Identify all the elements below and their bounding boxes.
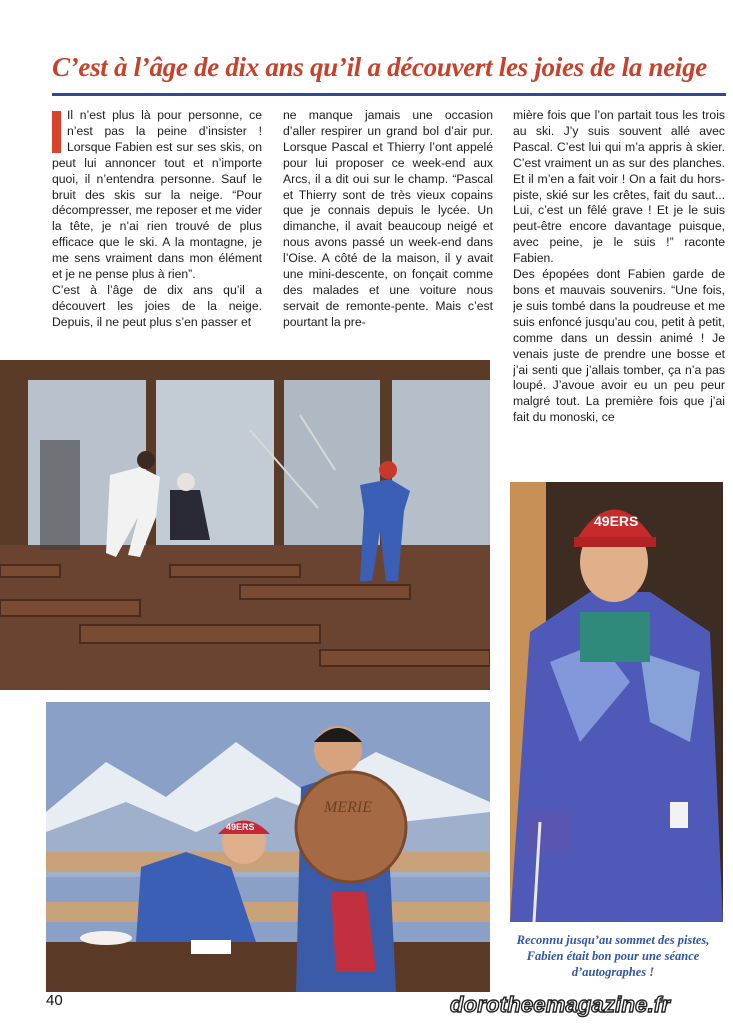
article-column-1 bbox=[52, 108, 262, 356]
headline: C’est à l’âge de dix ans qu’il a découvert les joies de la neige bbox=[52, 52, 707, 82]
portrait-photo bbox=[510, 482, 723, 922]
terrace-photo bbox=[0, 360, 490, 690]
paragraph-text: Il n’est plus là pour personne, ce n’est pas la peine d’insister ! Lorsque Fabien est sur ses skis, on peut lui annoncer tout et n’importe quoi, il n’entendra personne. Sauf le bruit des skis sur la neige. “Pour décompresser, me reposer et me vider la tête, je n’ai rien trouvé de plus efficace que le ski. A la montagne, je me sens vraiment dans mon élément et je ne pense plus à rien”. bbox=[52, 108, 262, 282]
article-paragraph bbox=[52, 108, 262, 283]
article-paragraph: Des épopées dont Fabien garde de bons et mauvais souvenirs. “Une fois, je suis tombé dans la poudreuse et me suis enfoncé jusqu’au cou, petit à petit, comme dans un dessin animé ! Je venais juste de prendre une bosse et j’ai senti que j’allais tomber, ça n’a pas loupé. J’avoue avoir eu un peu peur malgré tout. La première fois que j’ai fait du monoski, ce bbox=[513, 267, 725, 425]
plaque-text: MERIE bbox=[324, 799, 372, 816]
cap-logo-text: 49ERS bbox=[226, 822, 255, 832]
article-column-2 bbox=[283, 108, 493, 356]
portrait-photo-illustration bbox=[510, 482, 723, 922]
autograph-photo bbox=[46, 702, 490, 992]
headline-rule bbox=[52, 93, 726, 96]
photo-caption: Reconnu jusqu’au sommet des pistes, Fabien était bon pour une séance d’autographes ! bbox=[516, 933, 710, 979]
watermark: dorotheemagazine.fr bbox=[450, 992, 671, 1017]
dropcap-marker bbox=[52, 111, 61, 153]
cap-logo-text: 49ERS bbox=[594, 513, 639, 529]
article-paragraph: C’est à l’âge de dix ans qu’il a découvert les joies de la neige. Depuis, il ne peut plus s’en passer et bbox=[52, 282, 262, 329]
autograph-photo-illustration bbox=[46, 702, 490, 992]
article-paragraph: ne manque jamais une occasion d’aller respirer un grand bol d’air pur. Lorsque Pascal et Thierry l’ont appelé pour lui proposer ce week-end aux Arcs, il a dit oui sur le champ. “Pascal et Thierry sont de très vieux copains que je connais depuis le lycée. Un dimanche, il avait beaucoup neigé et nous avons passé un week-end dans l’Oise. A côté de la maison, il y avait une mini-descente, on fonçait comme des malades et une voiture nous servait de remonte-pente. Mais c’est pourtant la pre- bbox=[283, 108, 493, 329]
article-column-3 bbox=[513, 108, 725, 478]
article-paragraph: mière fois que l’on partait tous les trois au ski. J’y suis souvent allé avec Pascal. C’est lui qui m’a appris à skier. C’est vraiment un as sur des planches. Et il m’en a fait voir ! On a fait du hors-piste, skié sur les crêtes, fait du saut... Lui, c’est un fêlé grave ! Et je le suis peut-être encore davantage puisque, avec peine, je le suis !” raconte Fabien. bbox=[513, 108, 725, 266]
terrace-photo-illustration bbox=[0, 360, 490, 690]
page-number: 40 bbox=[46, 992, 63, 1009]
